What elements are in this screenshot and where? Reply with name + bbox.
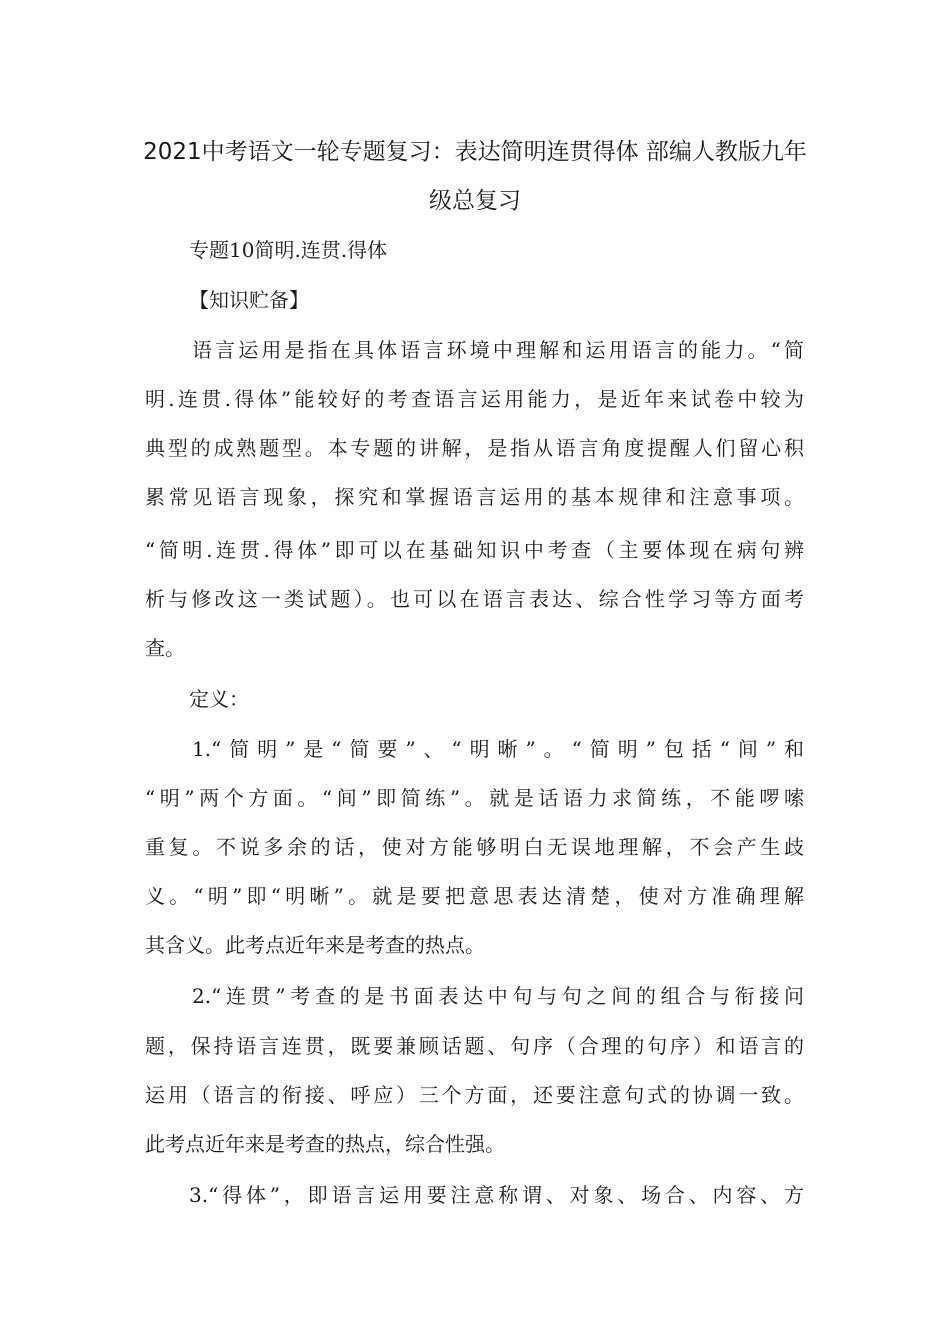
intro-line: 语言运用是指在具体语言环境中理解和运用语言的能力。“简 <box>192 338 804 362</box>
document-title-line-1: 2021中考语文一轮专题复习：表达简明连贯得体 部编人教版九年 <box>143 139 807 165</box>
point1-line: 其含义。此考点近年来是考查的热点。 <box>145 933 485 957</box>
intro-line: 析与修改这一类试题）。也可以在语言表达、综合性学习等方面考 <box>145 587 804 611</box>
intro-line: 典型的成熟题型。本专题的讲解，是指从语言角度提醒人们留心积 <box>145 436 804 460</box>
point2-line: 题，保持语言连贯，既要兼顾话题、句序（合理的句序）和语言的 <box>145 1034 804 1058</box>
intro-line: 查。 <box>145 636 185 660</box>
point1-line: 重复。不说多余的话，使对方能够明白无误地理解，不会产生歧 <box>145 835 804 859</box>
point1-line: 1.“简明”是“简要”、“明晰”。“简明”包括“间”和 <box>192 737 804 761</box>
topic-subtitle: 专题10简明.连贯.得体 <box>189 238 388 262</box>
point2-line: 运用（语言的衔接、呼应）三个方面，还要注意句式的协调一致。 <box>145 1083 804 1107</box>
point1-line: “明”两个方面。“间”即简练”。就是话语力求简练，不能啰嗦 <box>145 786 804 810</box>
intro-line: “简明.连贯.得体”即可以在基础知识中考查（主要体现在病句辨 <box>145 538 804 562</box>
point2-line: 此考点近年来是考查的热点，综合性强。 <box>145 1132 505 1156</box>
intro-line: 明.连贯.得体”能较好的考查语言运用能力，是近年来试卷中较为 <box>145 387 804 411</box>
section-heading: 【知识贮备】 <box>189 288 309 312</box>
point2-line: 2.“连贯”考查的是书面表达中句与句之间的组合与衔接问 <box>192 984 804 1008</box>
document-title-line-2: 级总复习 <box>429 188 521 214</box>
point1-line: 义。“明”即“明晰”。就是要把意思表达清楚，使对方准确理解 <box>145 884 804 908</box>
definition-label: 定义： <box>189 687 249 711</box>
intro-line: 累常见语言现象，探究和掌握语言运用的基本规律和注意事项。 <box>145 485 804 509</box>
point3-line: 3.“得体”，即语言运用要注意称谓、对象、场合、内容、方 <box>189 1183 804 1207</box>
